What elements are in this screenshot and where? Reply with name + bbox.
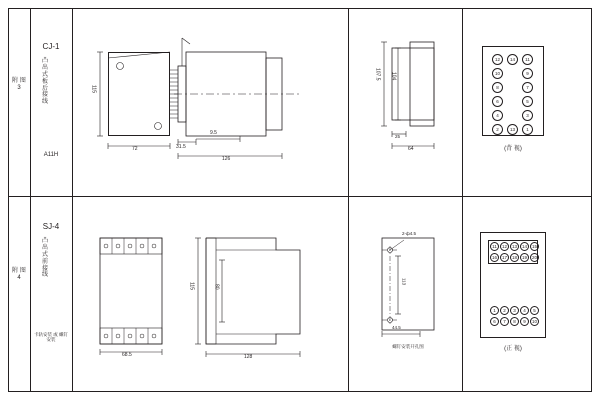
terminal-pin: 17 <box>501 255 507 260</box>
terminal-pin: 20 <box>531 255 537 260</box>
terminal-pin: 11 <box>490 242 499 251</box>
r3-dim-31-5: 31.5 <box>176 144 186 150</box>
terminal-pin: 6 <box>492 96 503 107</box>
terminal-pin: 4 <box>492 110 503 121</box>
terminal-pin: 1 <box>522 124 533 135</box>
row-4-sub: 卡轨安装 或 螺钉安装 <box>34 332 68 343</box>
r4-view-label: (正 视) <box>504 346 522 352</box>
r4-dim-113: 113 <box>401 278 407 286</box>
terminal-pin: 14 <box>507 54 518 65</box>
row-3-index: 附 图 3 <box>12 78 26 91</box>
terminal-pin: 1 <box>490 306 499 315</box>
row-4-index: 附 图 4 <box>12 268 26 281</box>
row-3-model: CJ-1 <box>42 42 60 51</box>
terminal-pin: 7 <box>500 317 509 326</box>
terminal-pin: 5 <box>522 96 533 107</box>
r4-dim-115: 115 <box>188 282 195 290</box>
row-4-desc: 凸出式前接线 <box>41 238 48 279</box>
terminal-pin: 2 <box>492 124 503 135</box>
terminal-pin: 18 <box>511 255 517 260</box>
r4-dim-80: 80 <box>213 284 220 290</box>
terminal-pin: 8 <box>492 82 503 93</box>
terminal-pin: 15 <box>531 244 537 249</box>
r3-dim-107-5: 107.5 <box>374 68 381 81</box>
r3-dim-64: 64 <box>408 146 414 152</box>
r3-dim-115: 115 <box>90 85 97 93</box>
terminal-pin: 5 <box>530 306 539 315</box>
terminal-pin: 10 <box>492 68 503 79</box>
terminal-pin: 12 <box>492 54 503 65</box>
terminal-pin: 11 <box>522 54 533 65</box>
terminal-pin: 13 <box>507 124 518 135</box>
r4-hole-note: 2-ф4.5 <box>402 231 416 236</box>
r4-dim-128: 128 <box>244 354 253 360</box>
terminal-pin: 9 <box>522 68 533 79</box>
r3-dim-126: 126 <box>222 156 231 162</box>
terminal-pin: 6 <box>490 317 499 326</box>
r3-dim-9-5: 9.5 <box>210 130 217 136</box>
r4-dim-44-5: 44.5 <box>392 325 401 330</box>
r4-drill-label: 螺钉安装开孔图 <box>392 344 424 349</box>
row-4-model: SJ-4 <box>42 222 60 231</box>
terminal-pin: 8 <box>510 317 519 326</box>
terminal-pin: 13 <box>511 244 517 249</box>
terminal-pin: 19 <box>521 255 527 260</box>
terminal-pin: 10 <box>531 319 537 324</box>
row-3-desc: 凸出式板后接线 <box>41 58 48 106</box>
terminal-pin: 16 <box>491 255 497 260</box>
r3-dim-104: 104 <box>390 72 397 81</box>
r4-dim-68-5: 68.5 <box>122 352 132 358</box>
terminal-pin: 3 <box>510 306 519 315</box>
terminal-pin: 14 <box>521 244 527 249</box>
terminal-pin: 2 <box>500 306 509 315</box>
terminal-pin: 4 <box>520 306 529 315</box>
terminal-pin: 9 <box>520 317 529 326</box>
row-3-sub: A11H <box>43 152 59 158</box>
r3-dim-72: 72 <box>132 146 138 152</box>
r3-view-label: (背 视) <box>504 146 522 152</box>
terminal-pin: 7 <box>522 82 533 93</box>
terminal-pin: 3 <box>522 110 533 121</box>
terminal-pin: 12 <box>501 244 507 249</box>
r3-dim-25: 25 <box>395 134 401 139</box>
